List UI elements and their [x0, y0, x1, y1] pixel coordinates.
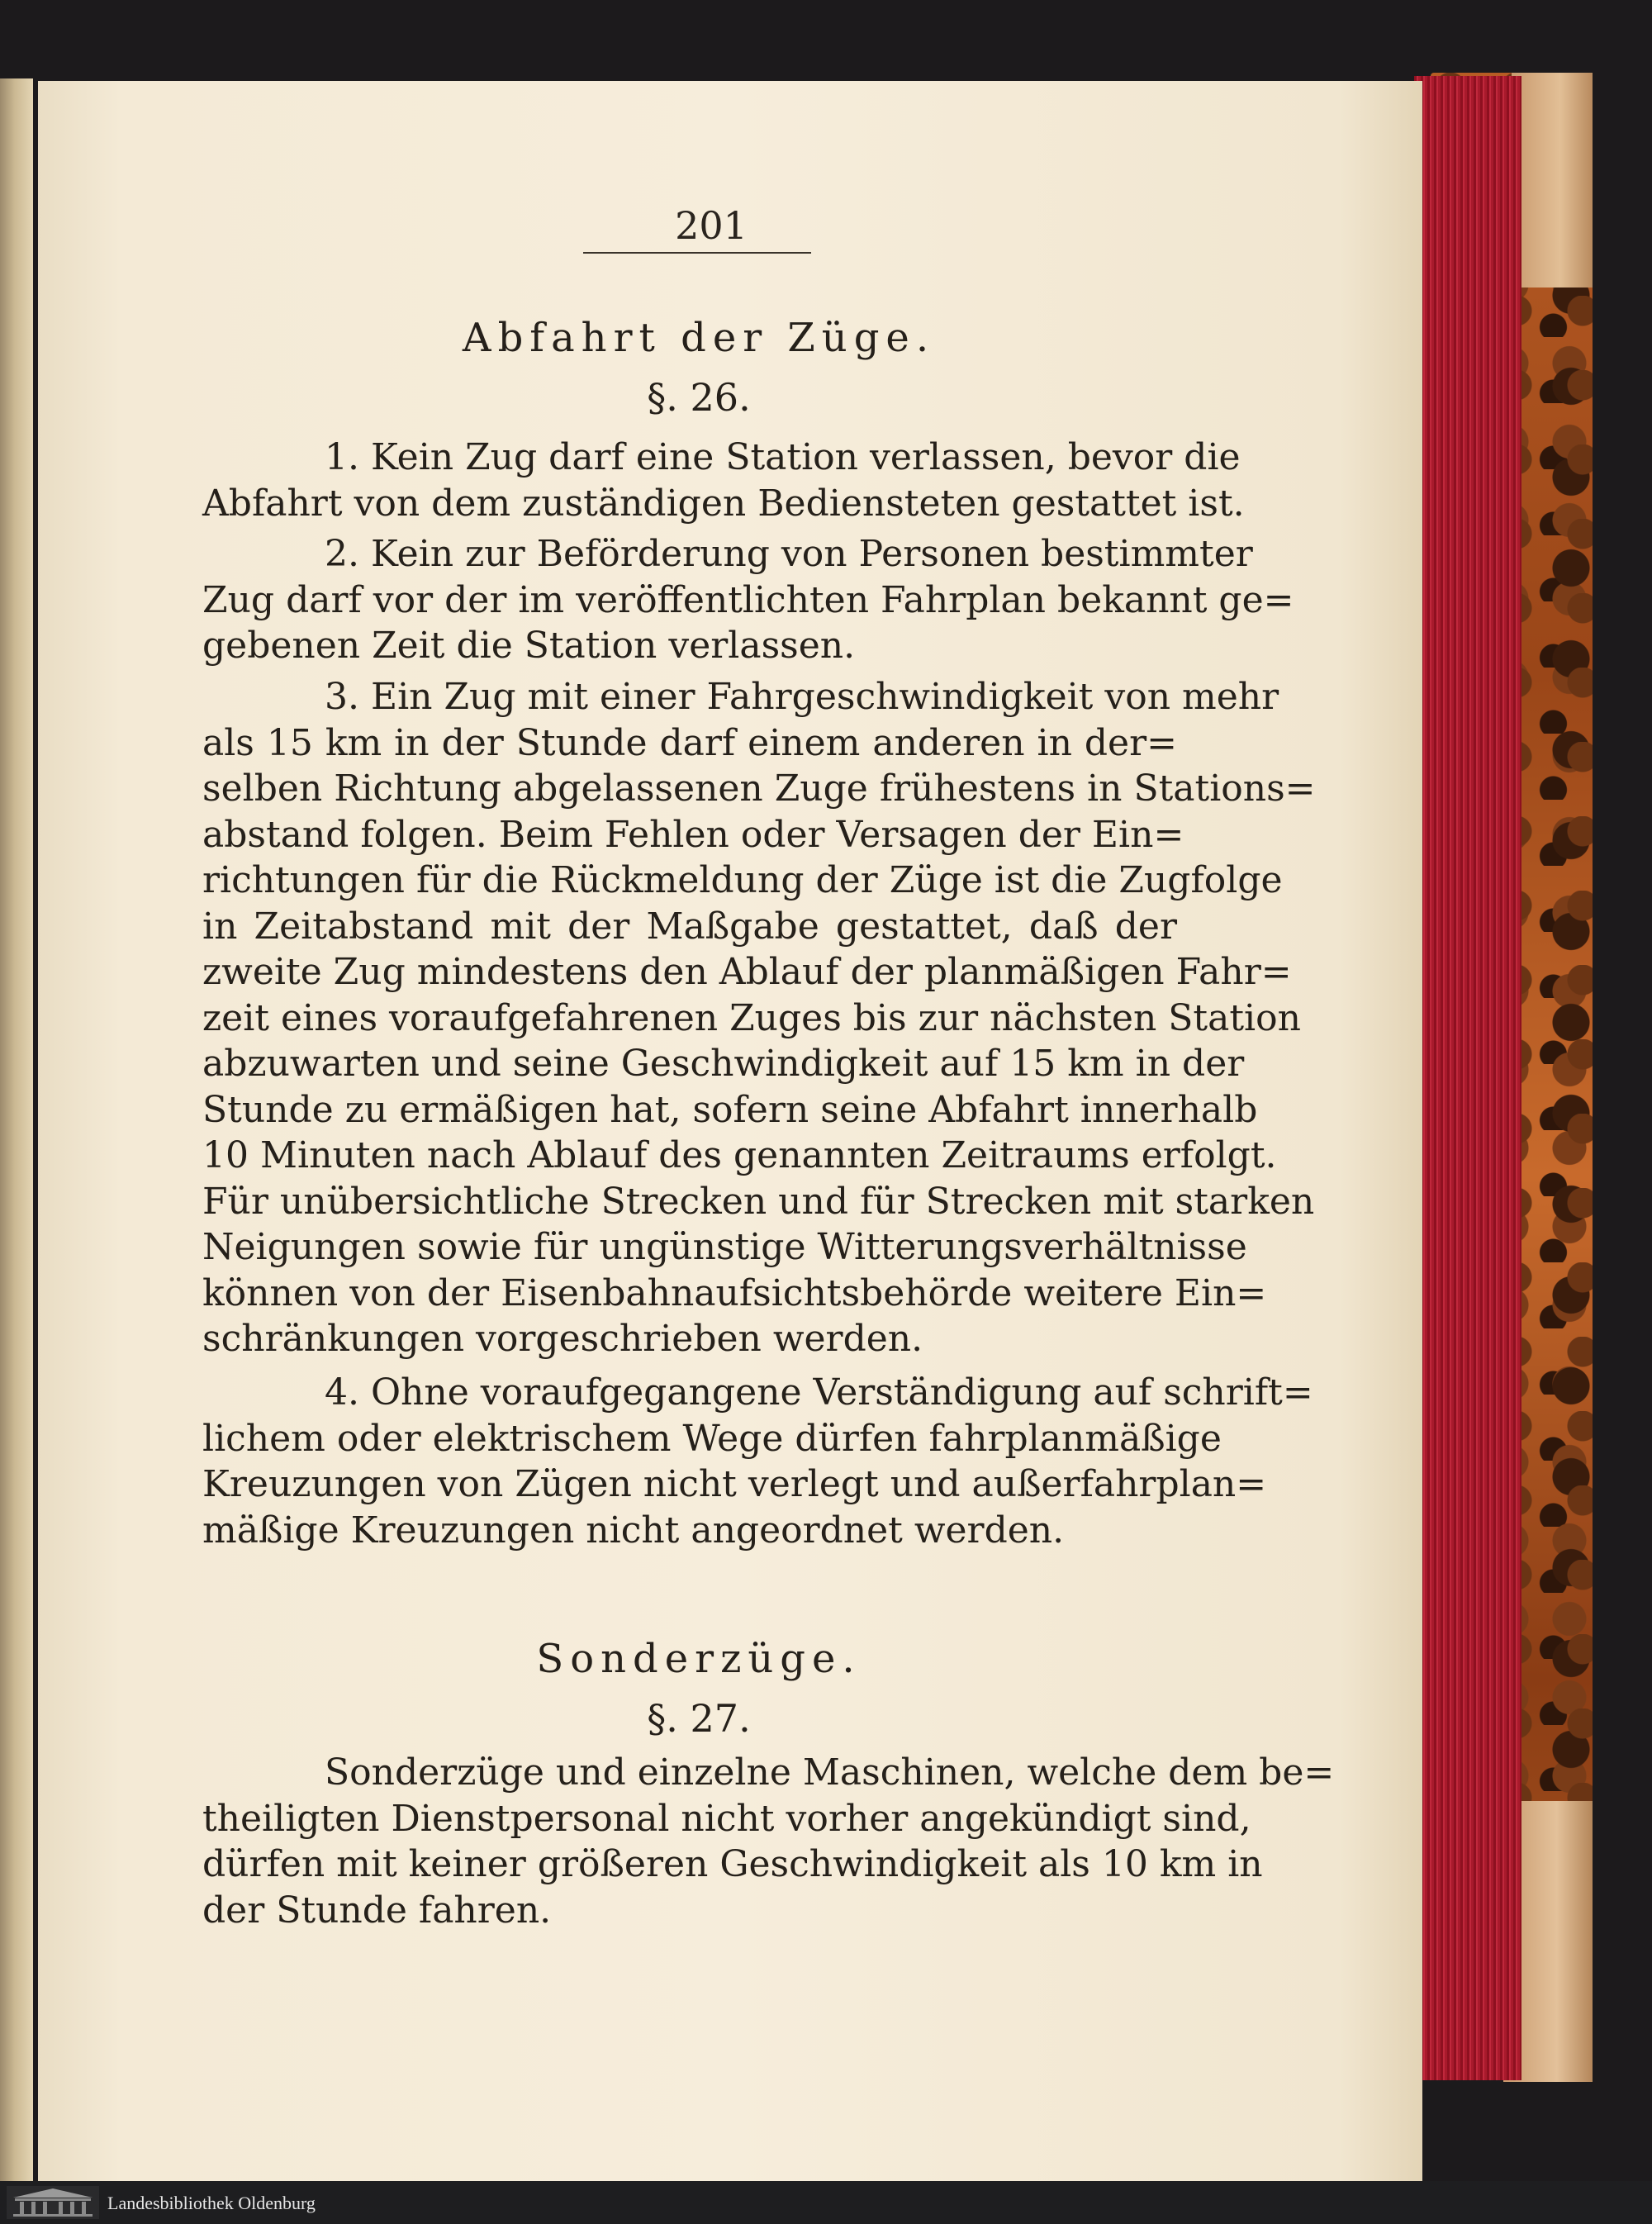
clause-2: [202, 531, 1294, 669]
text-line: abstand folgen. Beim Fehlen oder Versagen der Ein=: [202, 813, 1184, 856]
text-line: 2. Kein zur Beförderung von Personen bestimmter: [325, 533, 1253, 575]
text-line: mäßige Kreuzungen nicht angeordnet werden.: [202, 1509, 1065, 1552]
clause-1: [202, 435, 1245, 526]
book-page: [38, 81, 1422, 2181]
text-line: Sonderzüge und einzelne Maschinen, welche dem be=: [325, 1751, 1335, 1794]
text-line: 10 Minuten nach Ablauf des genannten Zeitraums erfolgt.: [202, 1134, 1277, 1176]
text-line: richtungen für die Rückmeldung der Züge ist die Zugfolge: [202, 859, 1283, 901]
page-edges: [1414, 76, 1521, 2080]
clause-sonderzuege: [202, 1750, 1335, 1933]
text-line: in Zeitabstand mit der Maßgabe gestattet, daß der: [202, 905, 1177, 948]
text-line: abzuwarten und seine Geschwindigkeit auf 15 km in der: [202, 1043, 1245, 1085]
page-number-rule: [583, 252, 811, 254]
page-content: [38, 81, 1422, 2181]
previous-page-edge: [0, 78, 33, 2181]
text-line: Für unübersichtliche Strecken und für Strecken mit starken: [202, 1180, 1315, 1223]
text-line: 3. Ein Zug mit einer Fahrgeschwindigkeit von mehr: [325, 676, 1279, 718]
text-line: lichem oder elektrischem Wege dürfen fahrplanmäßige: [202, 1417, 1222, 1460]
text-line: dürfen mit keiner größeren Geschwindigkeit als 10 km in: [202, 1843, 1263, 1885]
section-heading-sonderzuege: Sonderzüge.: [536, 1636, 862, 1682]
clause-3: [202, 674, 1316, 1362]
paragraph-mark-26: §. 26.: [647, 375, 751, 420]
section-heading-abfahrt: Abfahrt der Züge.: [462, 315, 936, 361]
library-building-icon: [7, 2186, 99, 2219]
text-line: selben Richtung abgelassenen Zuge frühestens in Stations=: [202, 767, 1316, 810]
text-line: können von der Eisenbahnaufsichtsbehörde weitere Ein=: [202, 1271, 1267, 1314]
text-line: zweite Zug mindestens den Ablauf der planmäßigen Fahr=: [202, 951, 1292, 993]
viewer-footer: [0, 2181, 1652, 2224]
paragraph-mark-27: §. 27.: [647, 1696, 751, 1741]
text-line: Zug darf vor der im veröffentlichten Fahrplan bekannt ge=: [202, 578, 1294, 621]
text-line: 1. Kein Zug darf eine Station verlassen, bevor die: [325, 436, 1241, 478]
text-line: zeit eines voraufgefahrenen Zuges bis zur nächsten Station: [202, 996, 1301, 1039]
text-line: als 15 km in der Stunde darf einem anderen in der=: [202, 721, 1177, 764]
text-line: Stunde zu ermäßigen hat, sofern seine Abfahrt innerhalb: [202, 1088, 1258, 1131]
text-line: theiligten Dienstpersonal nicht vorher angekündigt sind,: [202, 1797, 1251, 1840]
text-line: Kreuzungen von Zügen nicht verlegt und außerfahrplan=: [202, 1463, 1267, 1505]
cover-leather-corner-top: [1512, 73, 1593, 288]
text-line: Neigungen sowie für ungünstige Witterungsverhältnisse: [202, 1226, 1247, 1268]
text-line: 4. Ohne voraufgegangene Verständigung auf schrift=: [325, 1371, 1313, 1414]
text-line: der Stunde fahren.: [202, 1889, 552, 1932]
clause-4: [202, 1370, 1313, 1553]
text-line: schränkungen vorgeschrieben werden.: [202, 1318, 923, 1360]
library-name: Landesbibliothek Oldenburg: [107, 2193, 316, 2213]
text-line: gebenen Zeit die Station verlassen.: [202, 625, 856, 667]
text-line: Abfahrt von dem zuständigen Bediensteten gestattet ist.: [202, 482, 1245, 525]
page-number: 201: [675, 203, 748, 248]
